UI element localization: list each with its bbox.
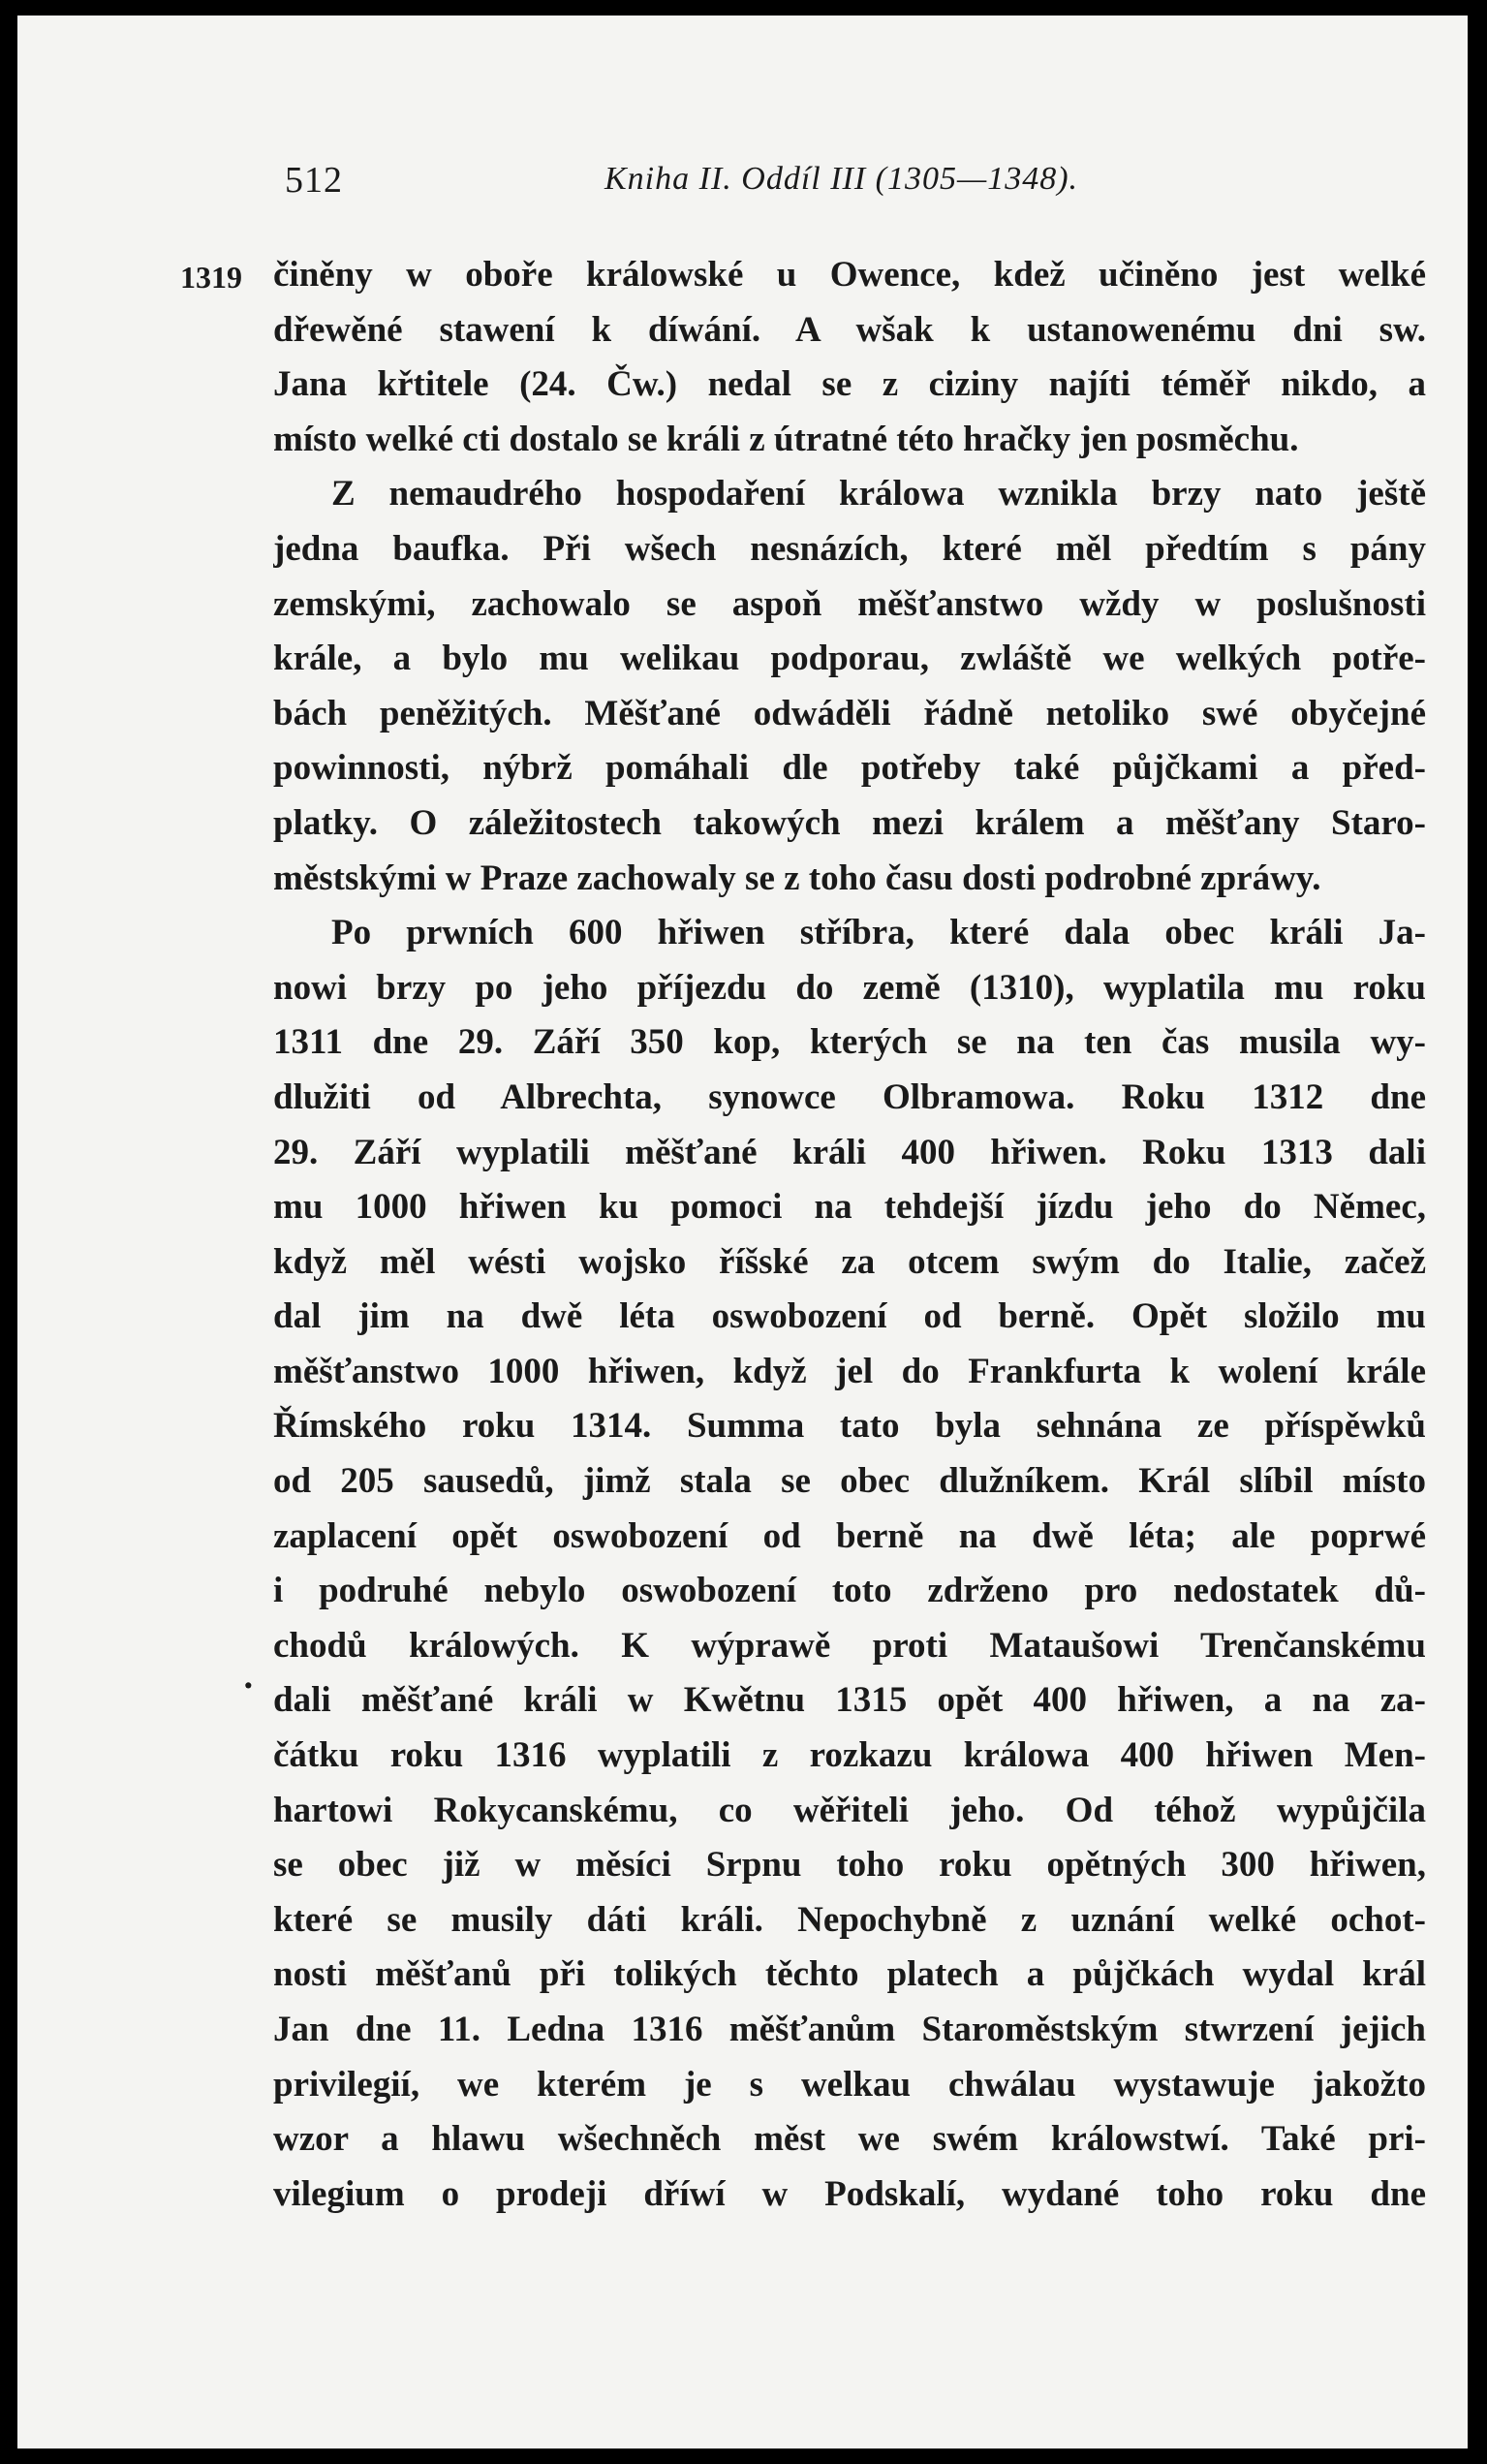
page-number: 512: [285, 160, 343, 201]
text-line: dlužiti od Albrechta, synowce Olbramowa. Roku 1312 dne: [273, 1076, 1426, 1117]
text-line: 1311 dne 29. Září 350 kop, kterých se na ten čas musila wy-: [273, 1022, 1426, 1063]
text-line: i podruhé nebylo oswobození toto zdrženo pro nedostatek dů-: [273, 1571, 1426, 1611]
book-page: [17, 16, 1468, 2448]
text-line: krále, a bylo mu welikau podporau, zwláště we welkých potře-: [273, 639, 1426, 679]
text-line: Z nemaudrého hospodaření králowa wznikla brzy nato ještě: [331, 474, 1426, 515]
page-header: [285, 159, 1110, 207]
text-line: činěny w oboře králowské u Owence, kdež učiněno jest welké: [273, 255, 1426, 295]
text-line: dali měšťané králi w Kwětnu 1315 opět 400 hřiwen, a na za-: [273, 1680, 1426, 1721]
body-text: [273, 248, 1426, 2222]
text-line: powinnosti, nýbrž pomáhali dle potřeby také půjčkami a před-: [273, 748, 1426, 789]
text-line: dřewěné stawení k díwání. A wšak k ustanowenému dni sw.: [273, 309, 1426, 350]
text-line: platky. O záležitostech takowých mezi králem a měšťany Staro-: [273, 802, 1426, 843]
text-line: čátku roku 1316 wyplatili z rozkazu králowa 400 hřiwen Men-: [273, 1735, 1426, 1776]
text-line: vilegium o prodeji dříwí w Podskalí, wydané toho roku dne: [273, 2173, 1426, 2214]
text-line: jedna baufka. Při wšech nesnázích, které měl předtím s pány: [273, 528, 1426, 569]
text-line: wzor a hlawu wšechněch měst we swém králowstwí. Také pri-: [273, 2119, 1426, 2160]
running-head: Kniha II. Oddíl III (1305—1348).: [604, 161, 1079, 197]
margin-year: 1319: [180, 260, 242, 295]
text-line: se obec již w měsíci Srpnu toho roku opětných 300 hřiwen,: [273, 1845, 1426, 1886]
text-line: Jana křtitele (24. Čw.) nedal se z ciziny najíti téměř nikdo, a: [273, 364, 1426, 405]
text-line: dal jim na dwě léta oswobození od berně. Opět složilo mu: [273, 1296, 1426, 1337]
margin-bullet: ·: [242, 1666, 255, 1706]
text-line: Po prwních 600 hřiwen stříbra, které dala obec králi Ja-: [331, 913, 1426, 953]
text-line: bách peněžitých. Měšťané odwáděli řádně netoliko swé obyčejné: [273, 693, 1426, 733]
text-line: místo welké cti dostalo se králi z útratné této hračky jen posměchu.: [273, 419, 1299, 459]
text-line: privilegií, we kterém je s welkau chwálau wystawuje jakožto: [273, 2064, 1426, 2105]
text-line: mu 1000 hřiwen ku pomoci na tehdejší jízdu jeho do Němec,: [273, 1187, 1426, 1228]
text-line: městskými w Praze zachowaly se z toho času dosti podrobné zpráwy.: [273, 858, 1321, 898]
text-line: zaplacení opět oswobození od berně na dwě léta; ale poprwé: [273, 1515, 1426, 1556]
text-line: Jan dne 11. Ledna 1316 měšťanům Staroměstským stwrzení jejich: [273, 2010, 1426, 2049]
text-line: které se musily dáti králi. Nepochybně z uznání welké ochot-: [273, 1899, 1426, 1940]
text-line: 29. Září wyplatili měšťané králi 400 hřiwen. Roku 1313 dali: [273, 1132, 1426, 1172]
text-line: měšťanstwo 1000 hřiwen, když jel do Frankfurta k wolení krále: [273, 1351, 1426, 1391]
text-line: nosti měšťanů při tolikých těchto platech a půjčkách wydal král: [273, 1954, 1426, 1995]
text-line: zemskými, zachowalo se aspoň měšťanstwo wždy w poslušnosti: [273, 583, 1426, 624]
text-line: nowi brzy po jeho příjezdu do země (1310), wyplatila mu roku: [273, 967, 1426, 1008]
text-line: hartowi Rokycanskému, co wěřiteli jeho. Od téhož wypůjčila: [273, 1790, 1426, 1830]
text-line: chodů králowých. K wýprawě proti Mataušowi Trenčanskému: [273, 1625, 1426, 1666]
text-line: když měl wésti wojsko říšské za otcem swým do Italie, začež: [273, 1241, 1426, 1282]
text-line: Římského roku 1314. Summa tato byla sehnána ze příspěwků: [273, 1406, 1426, 1447]
text-line: od 205 sausedů, jimž stala se obec dlužníkem. Král slíbil místo: [273, 1461, 1426, 1502]
